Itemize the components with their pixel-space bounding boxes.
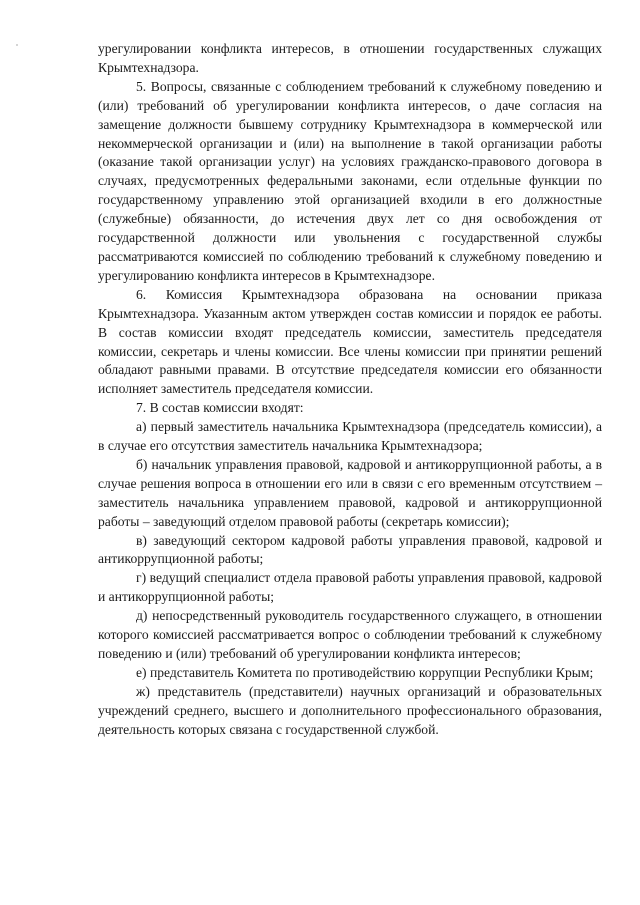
paragraph-item-6: 6. Комиссия Крымтехнадзора образована на основании приказа Крымтехнадзора. Указанным актом утвержден состав комиссии и порядок ее работы. В состав комиссии входят председатель комиссии, заместитель председателя комиссии, секретарь и члены комиссии. Все члены комиссии при принятии решений обладают равными правами. В отсутствие председателя комиссии его обязанности исполняет заместитель председателя комиссии. [98,286,602,397]
paragraph-item-7: 7. В состав комиссии входят: [136,400,304,416]
list-item-v: в) заведующий сектором кадровой работы управления правовой, кадровой и антикоррупционной работы; [98,532,602,567]
paragraph-item-5: 5. Вопросы, связанные с соблюдением требований к служебному поведению и (или) требований об урегулировании конфликта интересов, о даче согласия на замещение должности бывшему сотруднику Крымтехнадзора в коммерческой или некоммерческой организации и (или) на выполнение в такой организации работы (оказание такой организации услуг) на условиях гражданско-правового договора в случаях, предусмотренных федеральными законами, если отдельные функции по государственному управлению этой организацией входили в его должностные (служебные) обязанности, до истечения двух лет со дня освобождения от государственной должности или увольнения с государственной службы рассматриваются комиссией по соблюдению требований к служебному поведению и урегулированию конфликта интересов в Крымтехнадзоре. [98,78,602,283]
paragraph-continuation: урегулировании конфликта интересов, в отношении государственных служащих Крымтехнадзора. [98,41,602,75]
list-item-e: е) представитель Комитета по противодействию коррупции Республики Крым; [136,664,594,680]
list-item-zh: ж) представитель (представители) научных организаций и образовательных учреждений среднего, высшего и дополнительного профессионального образования, деятельность которых связана с государственной службой. [98,683,602,737]
scan-speck [16,44,18,46]
list-item-g: г) ведущий специалист отдела правовой работы управления правовой, кадровой и антикоррупционной работы; [98,570,602,605]
document-body [98,40,602,740]
list-item-d: д) непосредственный руководитель государственного служащего, в отношении которого комиссией рассматривается вопрос о соблюдении требований к служебному поведению и (или) требований об урегулировании конфликта интересов; [98,608,602,661]
list-item-a: а) первый заместитель начальника Крымтехнадзора (председатель комиссии), а в случае его отсутствия заместитель начальника Крымтехнадзора; [98,419,602,454]
list-item-b: б) начальник управления правовой, кадровой и антикоррупционной работы, а в случае решения вопроса в отношении его или в связи с его временным отсутствием – заместитель начальника управлением правовой, кадровой и антикоррупционной работы – заведующий отделом правовой работы (секретарь комиссии); [98,456,602,529]
